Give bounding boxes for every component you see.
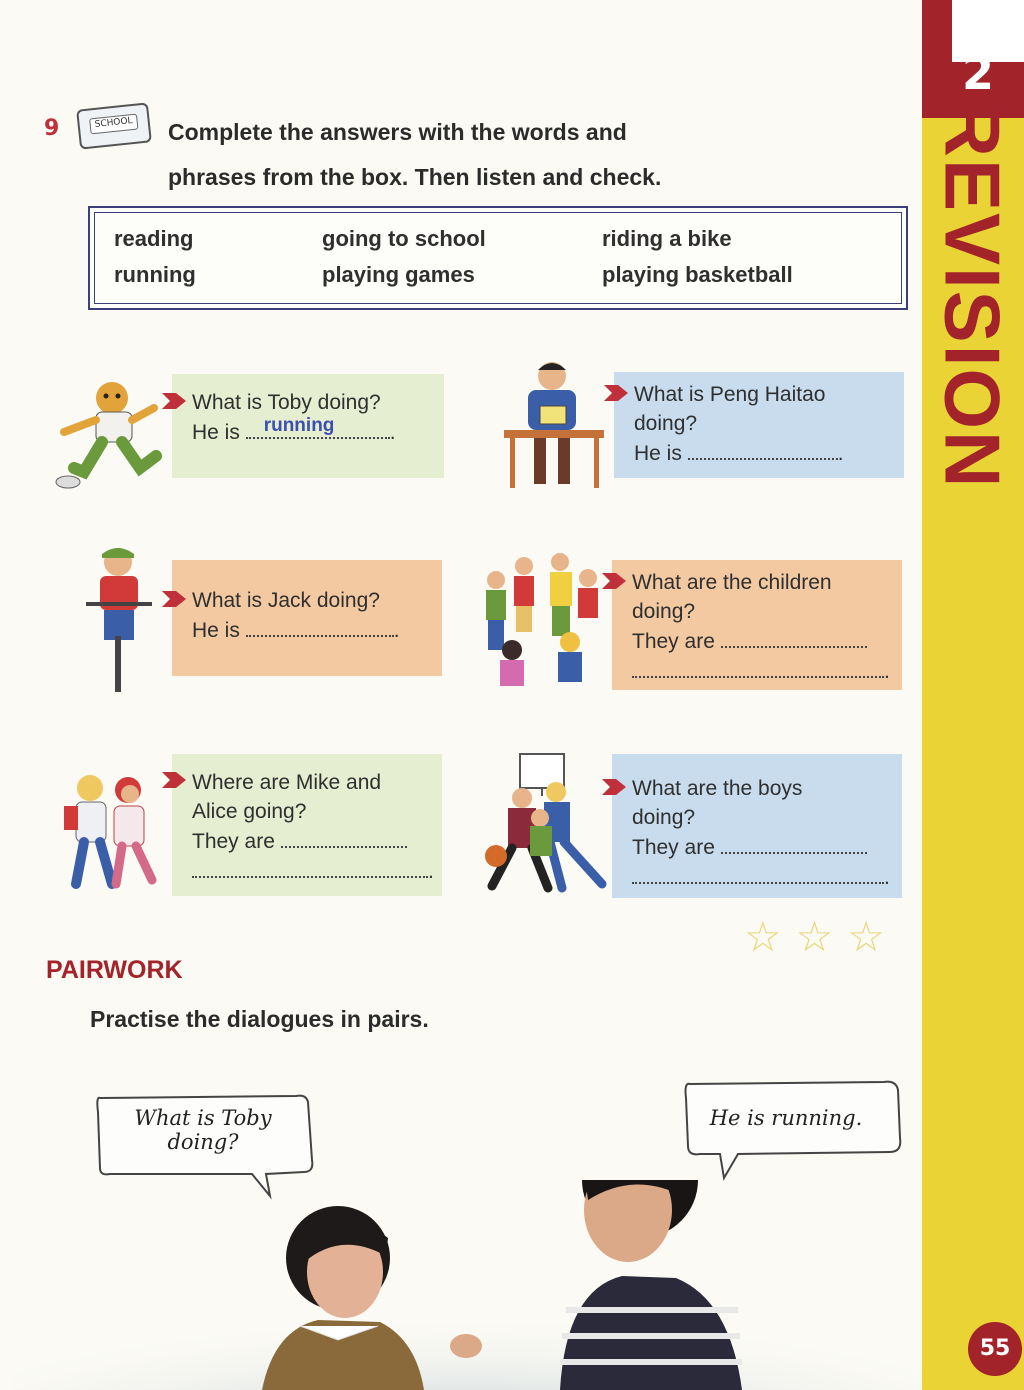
answer-ending: . bbox=[389, 421, 396, 444]
answer-line-2 bbox=[632, 862, 902, 892]
answer-blank-2[interactable] bbox=[632, 656, 884, 678]
red-arrow-icon bbox=[604, 385, 628, 401]
question-text-line-1: What is Peng Haitao bbox=[634, 383, 826, 406]
jack-riding-bike-illustration bbox=[82, 540, 162, 696]
cassette-icon bbox=[76, 102, 152, 149]
unit-number: 2 bbox=[961, 50, 994, 94]
answer-ending: . bbox=[884, 866, 890, 889]
question-text-line-2: doing? bbox=[634, 412, 698, 435]
red-arrow-icon bbox=[162, 772, 186, 788]
answer-ending: . bbox=[837, 442, 844, 465]
toby-running-illustration bbox=[44, 372, 164, 500]
question-text-line-1: Where are Mike and bbox=[192, 771, 382, 794]
pairwork-photo bbox=[0, 1180, 922, 1390]
red-arrow-icon bbox=[162, 591, 186, 607]
question-box-peng-haitao bbox=[614, 372, 904, 478]
answer-line bbox=[192, 417, 444, 447]
answer-ending: . bbox=[393, 619, 400, 642]
boys-playing-basketball-illustration bbox=[452, 752, 612, 898]
answer-blank[interactable] bbox=[721, 832, 867, 854]
mike-and-alice-illustration bbox=[60, 770, 170, 896]
answer-prefix: They are bbox=[632, 836, 715, 859]
instruction-line-1: Complete the answers with the words and bbox=[168, 119, 627, 145]
answer-line bbox=[192, 615, 442, 645]
answer-blank-2[interactable] bbox=[632, 862, 884, 884]
answer-prefix: They are bbox=[192, 830, 275, 853]
children-playing-games-illustration bbox=[474, 546, 604, 690]
page-number: 55 bbox=[968, 1322, 1022, 1376]
cassette-label: SCHOOL bbox=[89, 114, 138, 135]
question-text: What is Jack doing? bbox=[192, 589, 380, 612]
word-playing-games: playing games bbox=[322, 262, 475, 287]
filled-answer: running bbox=[263, 415, 335, 436]
question-text-line-2: doing? bbox=[632, 806, 696, 829]
question-text-line-2: doing? bbox=[632, 600, 696, 623]
instruction-line-2: phrases from the box. Then listen and check. bbox=[168, 164, 662, 190]
word-running: running bbox=[114, 262, 196, 287]
exercise-instruction bbox=[168, 110, 888, 200]
bubble-left-line-1: What is Toby bbox=[134, 1106, 272, 1130]
word-playing-basketball: playing basketball bbox=[602, 262, 793, 287]
difficulty-stars: ☆☆☆ bbox=[744, 912, 899, 961]
answer-prefix: He is bbox=[192, 619, 240, 642]
bubble-right-text: He is running. bbox=[709, 1106, 863, 1130]
word-reading: reading bbox=[114, 226, 194, 251]
answer-blank[interactable] bbox=[688, 438, 838, 460]
answer-ending: . bbox=[884, 660, 890, 683]
red-arrow-icon bbox=[602, 573, 626, 589]
answer-blank-2[interactable] bbox=[192, 856, 428, 878]
question-box-children bbox=[612, 560, 902, 690]
answer-ending: . bbox=[428, 860, 434, 883]
answer-line-2 bbox=[632, 656, 902, 686]
peng-haitao-reading-illustration bbox=[500, 356, 610, 490]
answer-line-2 bbox=[192, 856, 442, 886]
word-box bbox=[88, 206, 908, 310]
question-box-mike-alice bbox=[172, 754, 442, 896]
word-going-to-school: going to school bbox=[322, 226, 486, 251]
answer-prefix: He is bbox=[192, 421, 240, 444]
pairwork-heading: PAIRWORK bbox=[46, 956, 183, 984]
red-arrow-icon bbox=[162, 393, 186, 409]
answer-prefix: He is bbox=[634, 442, 682, 465]
answer-line bbox=[192, 826, 442, 856]
answer-blank[interactable] bbox=[281, 826, 407, 848]
word-riding-a-bike: riding a bike bbox=[602, 226, 732, 251]
question-text-line-2: Alice going? bbox=[192, 800, 307, 823]
answer-line bbox=[634, 438, 904, 468]
question-box-jack bbox=[172, 560, 442, 676]
answer-line bbox=[632, 626, 902, 656]
question-text-line-1: What are the boys bbox=[632, 777, 803, 800]
answer-blank[interactable] bbox=[721, 626, 867, 648]
answer-prefix: They are bbox=[632, 630, 715, 653]
speech-bubble-right bbox=[680, 1076, 906, 1186]
red-arrow-icon bbox=[602, 779, 626, 795]
question-box-boys bbox=[612, 754, 902, 898]
answer-line bbox=[632, 832, 902, 862]
bubble-left-line-2: doing? bbox=[167, 1130, 239, 1154]
question-text-line-1: What are the children bbox=[632, 571, 832, 594]
exercise-number: 9 bbox=[44, 116, 60, 141]
sidebar-title: REVISION bbox=[928, 100, 1017, 490]
pairwork-instruction: Practise the dialogues in pairs. bbox=[90, 1006, 429, 1032]
question-box-toby bbox=[172, 374, 444, 478]
bubble-left-text bbox=[100, 1106, 306, 1154]
answer-blank bbox=[246, 417, 390, 439]
answer-blank[interactable] bbox=[246, 615, 394, 637]
question-text: What is Toby doing? bbox=[192, 391, 381, 414]
